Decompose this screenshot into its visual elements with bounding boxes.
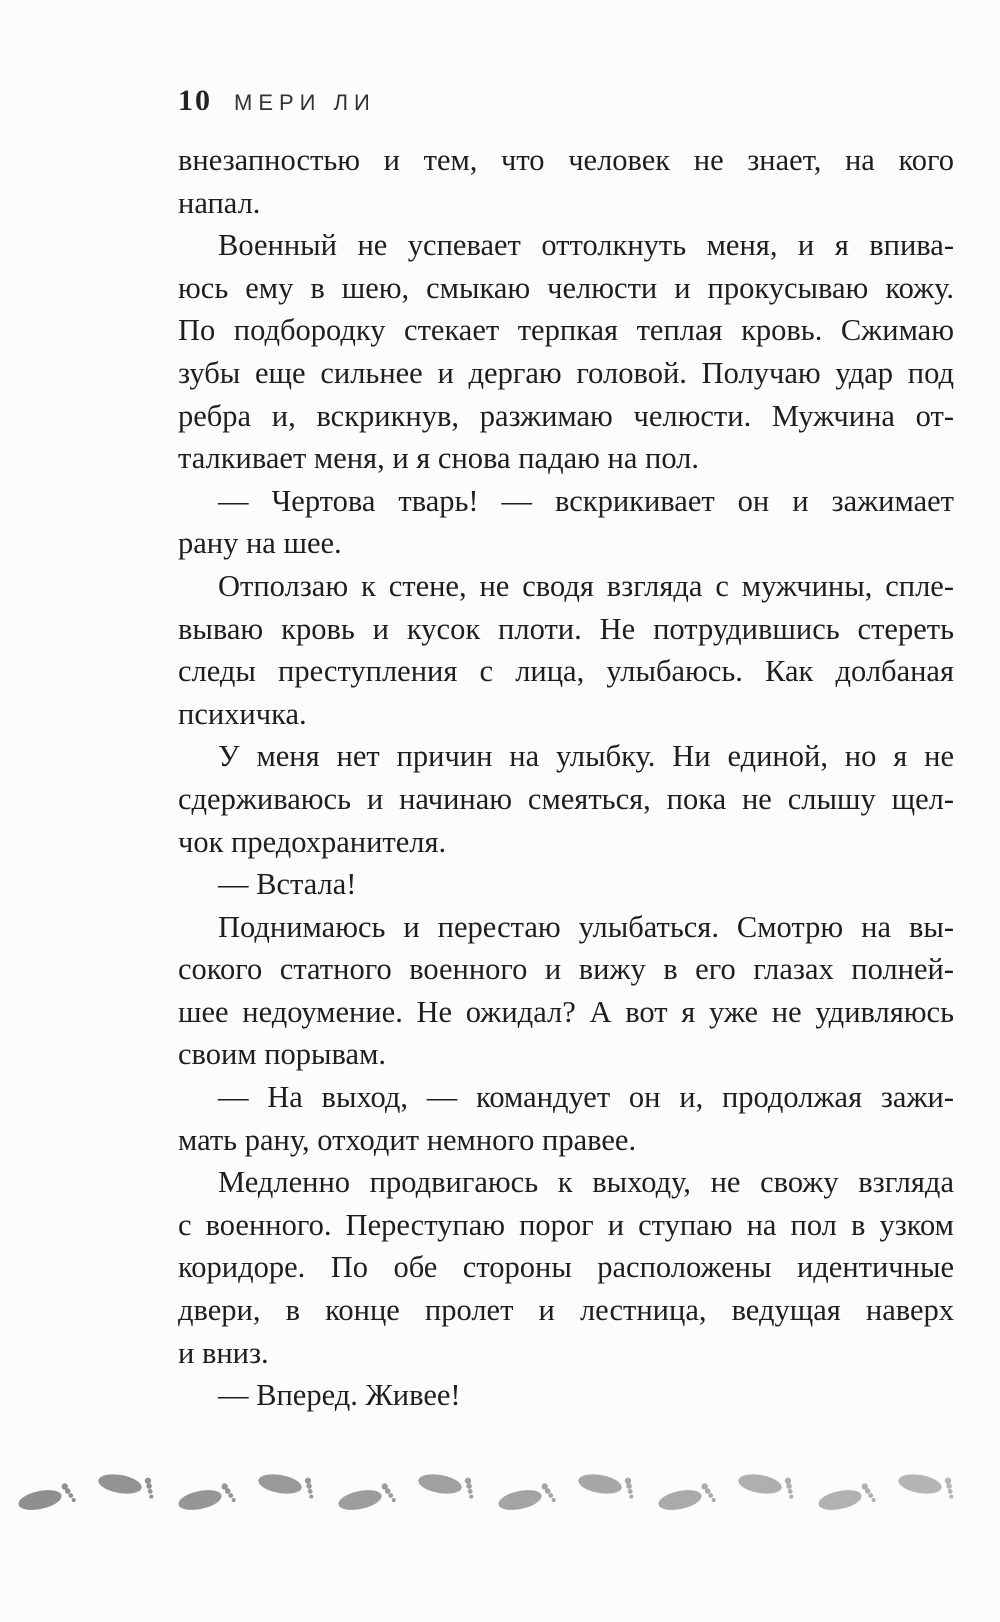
text-line: сокого статного военного и вижу в его глазах полней- bbox=[178, 952, 954, 987]
text-line: — На выход, — командует он и, продолжая зажи- bbox=[218, 1080, 954, 1115]
text-line: с военного. Переступаю порог и ступаю на пол в узком bbox=[178, 1207, 954, 1242]
footprints-icon bbox=[176, 1482, 236, 1514]
text-line: следы преступления с лица, улыбаюсь. Как долбаная bbox=[178, 654, 954, 689]
text-line: ребра и, вскрикнув, разжимаю челюсти. Мужчина от- bbox=[178, 398, 954, 433]
footprints-icon bbox=[737, 1469, 797, 1499]
text-line: По подбородку стекает терпкая теплая кровь. Сжимаю bbox=[178, 313, 954, 348]
text-line: — Вперед. Живее! bbox=[218, 1378, 461, 1413]
text-line: мать рану, отходит немного правее. bbox=[178, 1122, 637, 1157]
footprints-icon bbox=[336, 1482, 396, 1514]
text-line: шее недоумение. Не ожидал? А вот я уже не удивляюсь bbox=[178, 994, 954, 1029]
text-line: У меня нет причин на улыбку. Ни единой, но я не bbox=[218, 739, 954, 774]
text-line: рану на шее. bbox=[178, 526, 342, 561]
text-line: чок предохранителя. bbox=[178, 824, 447, 859]
text-line: напал. bbox=[178, 185, 261, 220]
text-line: коридоре. По обе стороны расположены идентичные bbox=[178, 1250, 954, 1285]
footprints-icon bbox=[816, 1482, 876, 1514]
text-line: психичка. bbox=[178, 696, 307, 731]
running-head-author: МЕРИ ЛИ bbox=[234, 90, 376, 115]
footprints-ornament bbox=[0, 1458, 1000, 1528]
text-line: — Чертова тварь! — вскрикивает он и зажимает bbox=[218, 483, 954, 518]
page-header bbox=[178, 84, 376, 124]
text-line: талкивает меня, и я снова падаю на пол. bbox=[178, 441, 700, 476]
footprints-icon bbox=[16, 1482, 76, 1514]
footprints-icon bbox=[897, 1469, 957, 1499]
text-line: и вниз. bbox=[178, 1335, 269, 1370]
text-line: Отползаю к стене, не сводя взгляда с мужчины, спле- bbox=[218, 568, 954, 603]
footprints-icon bbox=[496, 1482, 556, 1514]
text-line: юсь ему в шею, смыкаю челюсти и прокусываю кожу. bbox=[178, 270, 954, 305]
text-line: зубы еще сильнее и дергаю головой. Получаю удар под bbox=[178, 355, 954, 390]
text-line: Военный не успевает оттолкнуть меня, и я впива- bbox=[218, 228, 954, 263]
footprints-icon bbox=[417, 1469, 477, 1499]
body-text bbox=[178, 139, 954, 1417]
text-line: внезапностью и тем, что человек не знает, на кого bbox=[178, 143, 954, 177]
text-line: Медленно продвигаюсь к выходу, не свожу взгляда bbox=[218, 1165, 954, 1200]
footprints-icon bbox=[257, 1469, 317, 1499]
footprints-icon bbox=[577, 1469, 637, 1499]
footprints-icon bbox=[656, 1482, 716, 1514]
page-number: 10 bbox=[178, 84, 212, 117]
text-line: — Встала! bbox=[218, 867, 357, 902]
text-line: сдерживаюсь и начинаю смеяться, пока не слышу щел- bbox=[178, 781, 954, 816]
text-line: двери, в конце пролет и лестница, ведущая наверх bbox=[178, 1293, 954, 1328]
text-line: вываю кровь и кусок плоти. Не потрудившись стереть bbox=[178, 611, 954, 646]
text-line: Поднимаюсь и перестаю улыбаться. Смотрю на вы- bbox=[218, 909, 954, 944]
footprints-icon bbox=[97, 1469, 157, 1499]
text-line: своим порывам. bbox=[178, 1037, 387, 1072]
